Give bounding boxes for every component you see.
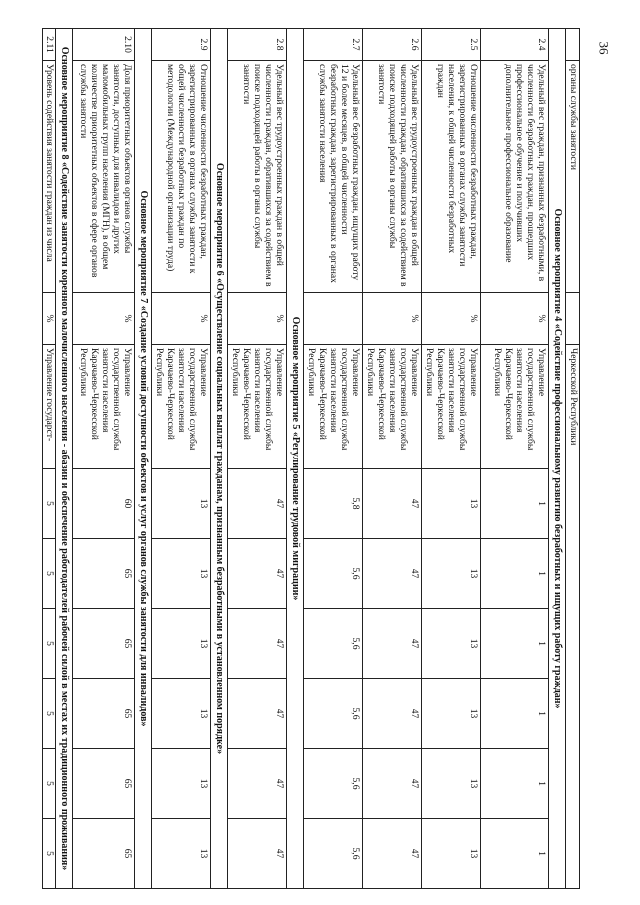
- cell-executor: Управление государственной службы занятости населения Карачаево-Черкесской Республики: [304, 345, 363, 469]
- table-row: [152, 29, 211, 889]
- cell-value: 47: [363, 819, 422, 889]
- cell-num: 2.8: [228, 29, 287, 61]
- cell-value: 13: [422, 819, 481, 889]
- cell-executor: Управление государст-: [42, 345, 56, 469]
- cell-unit: [566, 293, 580, 345]
- cell-value: 47: [363, 609, 422, 679]
- cell-value: 65: [73, 819, 135, 889]
- cell-value: 13: [422, 609, 481, 679]
- cell-indicator: Удельный вес трудоустроенных граждан в общей численности граждан, обратившихся за содействием в поиске подходящей работы в органы службы занятости: [228, 61, 287, 293]
- section-row: [56, 29, 73, 889]
- table-row: [481, 29, 549, 889]
- cell-value: 13: [422, 749, 481, 819]
- cell-value: 13: [422, 539, 481, 609]
- section-title: Основное мероприятие 8 «Содействие занятости коренного малочисленного населения - абазин и обеспечение работодателей рабочей силой в местах их традиционного проживания»: [56, 29, 73, 889]
- table-row: [363, 29, 422, 889]
- table-row: [304, 29, 363, 889]
- cell-value: 65: [73, 609, 135, 679]
- cell-num: 2.9: [152, 29, 211, 61]
- cell-value: 5: [42, 539, 56, 609]
- cell-value: 47: [228, 539, 287, 609]
- cell-value: 13: [152, 749, 211, 819]
- cell-value: 1: [481, 749, 549, 819]
- section-row: [211, 29, 228, 889]
- cell-value: 47: [363, 749, 422, 819]
- cell-unit: %: [363, 293, 422, 345]
- cell-indicator: Удельный вес трудоустроенных граждан в общей численности граждан, обратившихся за содействием в поиске подходящей работы в органы службы занятости: [363, 61, 422, 293]
- cell-indicator: Удельный вес безработных граждан, ищущих работу 12 и более месяцев, в общей численности безработных граждан, зарегистрированных в органах службы занятости населения: [304, 61, 363, 293]
- cell-unit: %: [481, 293, 549, 345]
- cell-value: 5,6: [304, 679, 363, 749]
- cell-indicator: органы службы занятости: [566, 61, 580, 293]
- cell-value: 5,6: [304, 749, 363, 819]
- cell-value: 13: [152, 609, 211, 679]
- cell-value: 47: [228, 819, 287, 889]
- cell-value: 47: [363, 679, 422, 749]
- cell-unit: %: [152, 293, 211, 345]
- cell-num: 2.7: [304, 29, 363, 61]
- cell-value: 47: [363, 539, 422, 609]
- cell-value: 1: [481, 469, 549, 539]
- cell-unit: %: [73, 293, 135, 345]
- cell-value: 47: [228, 609, 287, 679]
- table-row: [228, 29, 287, 889]
- cell-value: 13: [152, 539, 211, 609]
- cell-value: 47: [228, 679, 287, 749]
- cell-unit: [304, 293, 363, 345]
- cell-value: 65: [73, 749, 135, 819]
- cell-value: 47: [228, 749, 287, 819]
- cell-indicator: Отношение численности безработных граждан, зарегистрированных в органах службы занятости населения, к общей численности безработных граждан: [422, 61, 481, 293]
- section-row: [135, 29, 152, 889]
- cell-num: 2.6: [363, 29, 422, 61]
- cell-executor: Управление государственной службы занятости населения Карачаево-Черкесской Республики: [481, 345, 549, 469]
- cell-value: 5: [42, 749, 56, 819]
- cell-value: 47: [363, 469, 422, 539]
- cell-indicator: Доля приоритетных объектов органов службы занятости, доступных для инвалидов и других маломобильных групп населения (МГН), в общем количестве приоритетных объектов в сфере органов службы занятости: [73, 61, 135, 293]
- cell-value: 13: [152, 679, 211, 749]
- cell-value: 1: [481, 679, 549, 749]
- cell-value: 5,6: [304, 819, 363, 889]
- cell-value: 13: [152, 819, 211, 889]
- cell-value: 5,8: [304, 469, 363, 539]
- section-title: Основное мероприятие 4 «Содействие профессиональному развитию безработных и ищущих работу граждан»: [549, 29, 566, 889]
- cell-value: 1: [481, 819, 549, 889]
- cell-value: 1: [481, 539, 549, 609]
- cell-num: 2.10: [73, 29, 135, 61]
- table-row: [42, 29, 56, 889]
- indicators-table: [42, 28, 580, 889]
- cell-value: 5: [42, 469, 56, 539]
- cell-value: 13: [152, 469, 211, 539]
- cell-executor: Управление государственной службы занятости населения Карачаево-Черкесской Республики: [152, 345, 211, 469]
- cell-unit: %: [228, 293, 287, 345]
- cell-value: 65: [73, 539, 135, 609]
- cell-num: 2.5: [422, 29, 481, 61]
- cell-executor: Управление государственной службы занятости населения Карачаево-Черкесской Республики: [228, 345, 287, 469]
- cell-executor: Черкесской Республики: [566, 345, 580, 889]
- cell-indicator: Отношение численности безработных граждан, зарегистрированных в органах службы занятости к общей численности безработных граждан по методологии (Международной организации труда): [152, 61, 211, 293]
- cell-executor: Управление государственной службы занятости населения Карачаево-Черкесской Республики: [73, 345, 135, 469]
- section-title: Основное мероприятие 6 «Осуществление социальных выплат гражданам, признанным безработными в установленном порядке»: [211, 29, 228, 889]
- page-number: 36: [596, 41, 612, 55]
- cell-value: 13: [422, 679, 481, 749]
- cell-value: 60: [73, 469, 135, 539]
- section-title: Основное мероприятие 5 «Регулирование трудовой миграции»: [287, 29, 304, 889]
- section-title: Основное мероприятие 7 «Создание условий доступности объектов и услуг органов службы занятости для инвалидов»: [135, 29, 152, 889]
- cell-num: [566, 29, 580, 61]
- cell-executor: Управление государственной службы занятости населения Карачаево-Черкесской Республики: [422, 345, 481, 469]
- cell-value: 5: [42, 819, 56, 889]
- cell-indicator: Удельный вес граждан, признанных безработными, в численности безработных граждан, прошедших профессиональное обучение и получивших дополнительное профессиональное образование: [481, 61, 549, 293]
- cell-value: 1: [481, 609, 549, 679]
- cell-value: 5: [42, 609, 56, 679]
- rotated-table-frame: [44, 28, 580, 888]
- table-rotator: [44, 28, 580, 888]
- section-row: [549, 29, 566, 889]
- cell-unit: %: [422, 293, 481, 345]
- cell-value: 5,6: [304, 609, 363, 679]
- cell-executor: Управление государственной службы занятости населения Карачаево-Черкесской Республики: [363, 345, 422, 469]
- cell-value: 47: [228, 469, 287, 539]
- cell-value: 13: [422, 469, 481, 539]
- cell-value: 5,6: [304, 539, 363, 609]
- cell-unit: %: [42, 293, 56, 345]
- cell-value: 5: [42, 679, 56, 749]
- cell-indicator: Уровень содействия занятости граждан из числа: [42, 61, 56, 293]
- cell-num: 2.11: [42, 29, 56, 61]
- section-row: [287, 29, 304, 889]
- table-row: [566, 29, 580, 889]
- cell-num: 2.4: [481, 29, 549, 61]
- table-row: [73, 29, 135, 889]
- cell-value: 65: [73, 679, 135, 749]
- table-row: [422, 29, 481, 889]
